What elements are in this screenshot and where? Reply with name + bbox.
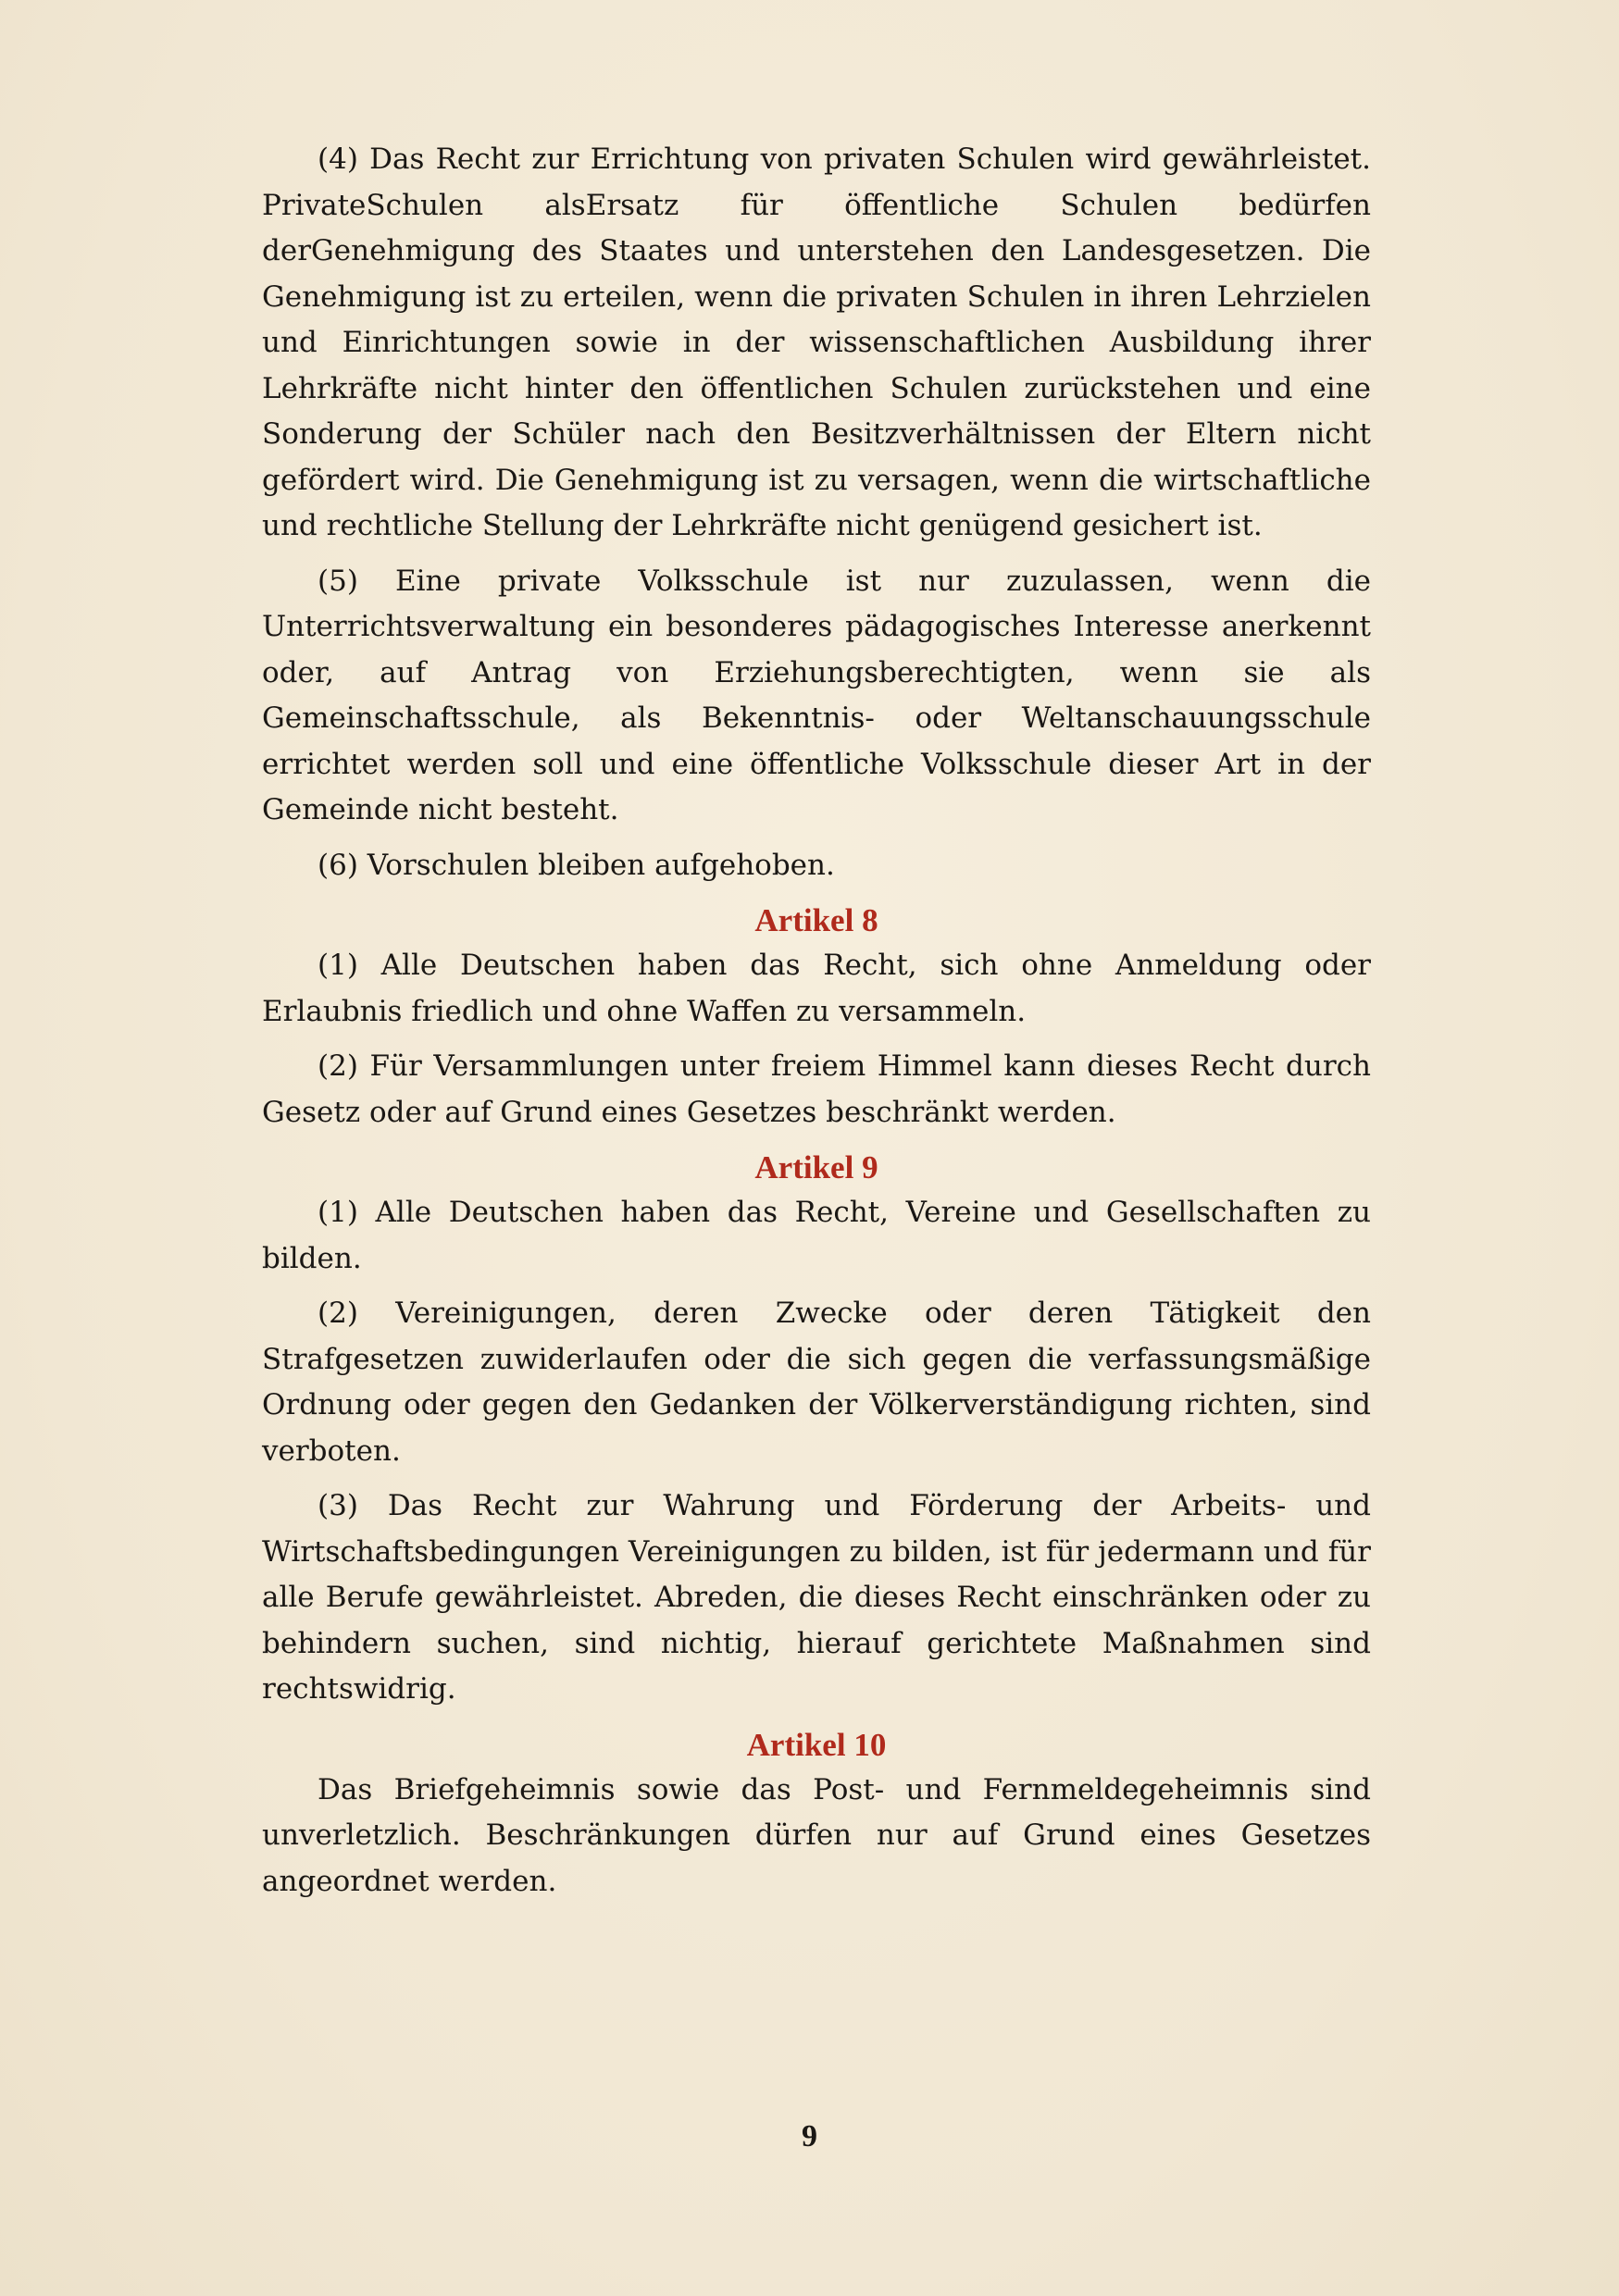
paragraph-art7-4: (4) Das Recht zur Errichtung von privaten Schulen wird gewährleistet. PrivateSchulen alsErsatz für öffentliche Schulen bedürfen derGenehmigung des Staates und unterstehen den Landesgesetzen. Die Genehmigung ist zu erteilen, wenn die privaten Schulen in ihren Lehrzielen und Einrichtungen sowie in der wissenschaftlichen Ausbildung ihrer Lehrkräfte nicht hinter den öffentlichen Schulen zurückstehen und eine Sonderung der Schüler nach den Besitzverhältnissen der Eltern nicht gefördert wird. Die Genehmigung ist zu versagen, wenn die wirtschaftliche und rechtliche Stellung der Lehrkräfte nicht genügend gesichert ist. — [262, 143, 1371, 542]
paragraph-art9-1: (1) Alle Deutschen haben das Recht, Vereine und Gesellschaften zu bilden. — [262, 1196, 1371, 1275]
paragraph-art8-2: (2) Für Versammlungen unter freiem Himmel kann dieses Recht durch Gesetz oder auf Grund eines Gesetzes beschränkt werden. — [262, 1049, 1371, 1129]
paragraph-art8-1: (1) Alle Deutschen haben das Recht, sich ohne Anmeldung oder Erlaubnis friedlich und ohne Waffen zu versammeln. — [262, 949, 1371, 1028]
article-8-heading: Artikel 8 — [754, 902, 878, 938]
paragraph-art9-3: (3) Das Recht zur Wahrung und Förderung der Arbeits- und Wirtschaftsbedingungen Vereinigungen zu bilden, ist für jedermann und für alle Berufe gewährleistet. Abreden, die dieses Recht einschränken oder zu behindern suchen, sind nichtig, hierauf gerichtete Maßnahmen sind rechtswidrig. — [262, 1489, 1371, 1706]
paragraph-art10: Das Briefgeheimnis sowie das Post- und Fernmeldegeheimnis sind unverletzlich. Beschränkungen dürfen nur auf Grund eines Gesetzes angeordnet werden. — [262, 1772, 1371, 1898]
page-number: 9 — [802, 2119, 817, 2153]
page-content — [262, 137, 1371, 1914]
article-9-heading: Artikel 9 — [754, 1149, 878, 1185]
paragraph-art7-6: (6) Vorschulen bleiben aufgehoben. — [318, 848, 835, 882]
article-10-heading: Artikel 10 — [746, 1726, 887, 1763]
paragraph-art9-2: (2) Vereinigungen, deren Zwecke oder deren Tätigkeit den Strafgesetzen zuwiderlaufen oder die sich gegen die verfassungsmäßige Ordnung oder gegen den Gedanken der Völkerverständigung richten, sind verboten. — [262, 1297, 1371, 1468]
paragraph-art7-5: (5) Eine private Volksschule ist nur zuzulassen, wenn die Unterrichtsverwaltung ein besonderes pädagogisches Interesse anerkennt oder, auf Antrag von Erziehungsberechtigten, wenn sie als Gemeinschaftsschule, als Bekenntnis- oder Weltanschauungsschule errichtet werden soll und eine öffentliche Volksschule dieser Art in der Gemeinde nicht besteht. — [262, 564, 1371, 826]
